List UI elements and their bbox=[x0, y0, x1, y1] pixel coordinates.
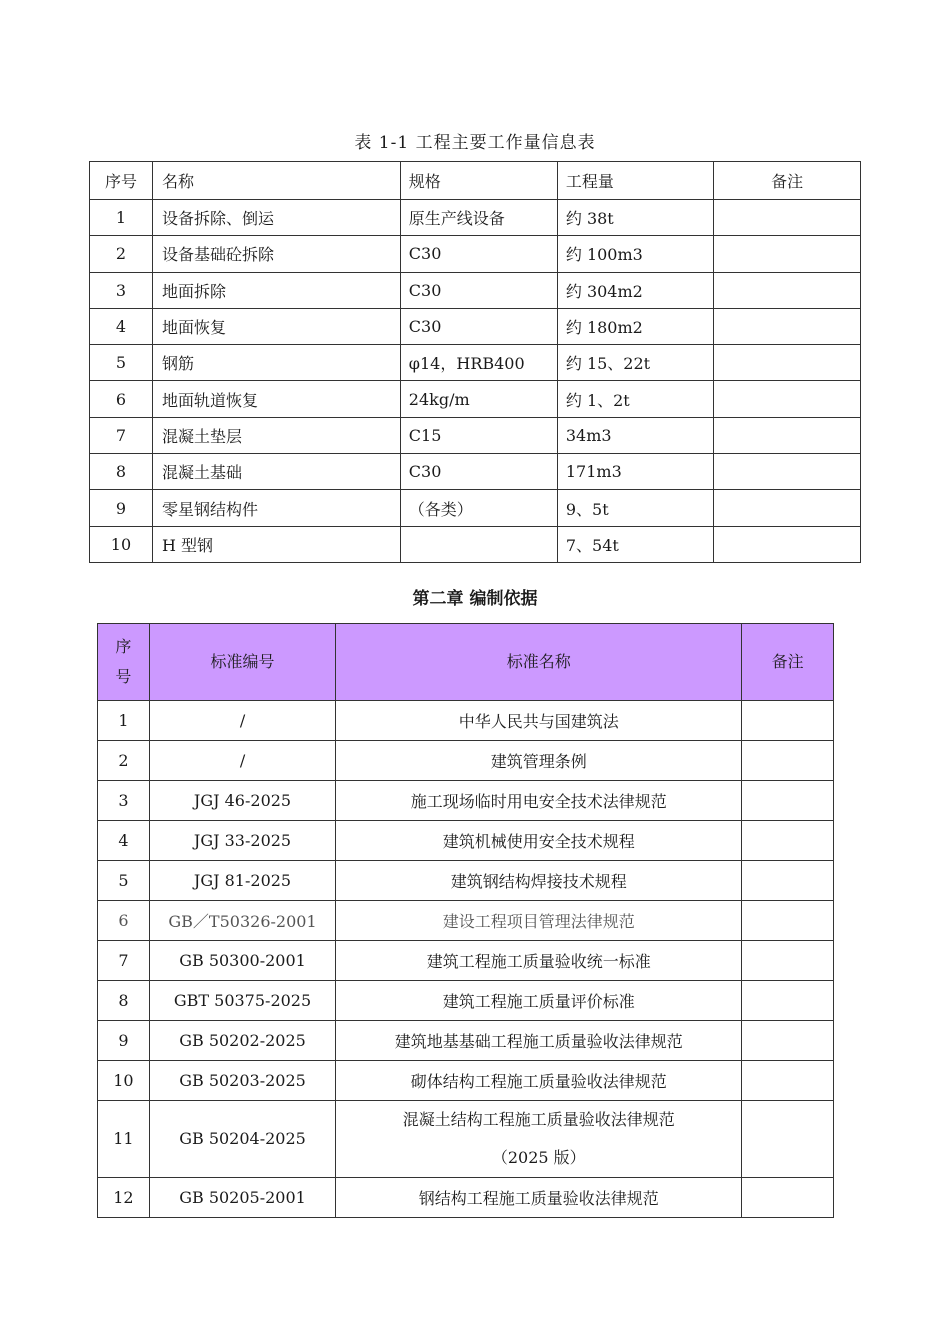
table-row bbox=[98, 1061, 834, 1101]
chapter-title: 第二章 编制依据 bbox=[412, 589, 538, 609]
header-no bbox=[98, 624, 150, 701]
table-row bbox=[98, 701, 834, 741]
table-row bbox=[90, 236, 861, 272]
cell-code: GB 50202-2025 bbox=[149, 1021, 335, 1061]
cell-name: 地面恢复 bbox=[152, 308, 400, 344]
cell-standard-name: 建筑钢结构焊接技术规程 bbox=[336, 861, 742, 901]
table-row bbox=[90, 345, 861, 381]
cell-no: 5 bbox=[98, 861, 150, 901]
cell-standard-name bbox=[336, 1101, 742, 1178]
header-no-line2: 号 bbox=[115, 667, 132, 686]
cell-note bbox=[714, 417, 861, 453]
cell-note bbox=[742, 1021, 834, 1061]
table-row bbox=[90, 308, 861, 344]
header-note: 备注 bbox=[742, 624, 834, 701]
cell-note bbox=[742, 701, 834, 741]
table-header-row bbox=[90, 162, 861, 200]
standards-table bbox=[97, 623, 834, 1218]
cell-no: 4 bbox=[98, 821, 150, 861]
cell-qty: 约 100m3 bbox=[557, 236, 713, 272]
cell-standard-name: 中华人民共与国建筑法 bbox=[336, 701, 742, 741]
cell-no: 7 bbox=[90, 417, 153, 453]
cell-name: 混凝土垫层 bbox=[152, 417, 400, 453]
table-row bbox=[98, 1021, 834, 1061]
cell-qty: 约 304m2 bbox=[557, 272, 713, 308]
cell-note bbox=[742, 1178, 834, 1218]
table-row bbox=[98, 981, 834, 1021]
cell-name: 设备基础砼拆除 bbox=[152, 236, 400, 272]
cell-note bbox=[714, 200, 861, 236]
cell-note bbox=[714, 381, 861, 417]
cell-no: 6 bbox=[90, 381, 153, 417]
table-row bbox=[98, 1101, 834, 1178]
table-row bbox=[90, 454, 861, 490]
table1-caption: 表 1-1 工程主要工作量信息表 bbox=[354, 133, 596, 153]
cell-name: 混凝土基础 bbox=[152, 454, 400, 490]
cell-code: GBT 50375-2025 bbox=[149, 981, 335, 1021]
table-row bbox=[90, 200, 861, 236]
cell-no: 6 bbox=[98, 901, 150, 941]
cell-note bbox=[742, 781, 834, 821]
table-row bbox=[98, 941, 834, 981]
cell-qty: 约 38t bbox=[557, 200, 713, 236]
cell-standard-name: 建筑地基基础工程施工质量验收法律规范 bbox=[336, 1021, 742, 1061]
cell-qty: 9、5t bbox=[557, 490, 713, 526]
cell-note bbox=[742, 741, 834, 781]
cell-code: / bbox=[149, 701, 335, 741]
cell-no: 2 bbox=[90, 236, 153, 272]
cell-standard-name: 砌体结构工程施工质量验收法律规范 bbox=[336, 1061, 742, 1101]
header-name: 名称 bbox=[152, 162, 400, 200]
cell-qty: 7、54t bbox=[557, 526, 713, 562]
cell-note bbox=[714, 345, 861, 381]
cell-no: 2 bbox=[98, 741, 150, 781]
cell-note bbox=[714, 236, 861, 272]
cell-name: 地面拆除 bbox=[152, 272, 400, 308]
cell-code: GB 50300-2001 bbox=[149, 941, 335, 981]
cell-spec bbox=[400, 526, 557, 562]
cell-note bbox=[742, 821, 834, 861]
cell-no: 10 bbox=[90, 526, 153, 562]
cell-no: 12 bbox=[98, 1178, 150, 1218]
cell-code: JGJ 46-2025 bbox=[149, 781, 335, 821]
cell-note bbox=[714, 454, 861, 490]
cell-standard-name-line1: 混凝土结构工程施工质量验收法律规范 bbox=[402, 1110, 675, 1129]
cell-spec: 原生产线设备 bbox=[400, 200, 557, 236]
cell-code: GB／T50326-2001 bbox=[149, 901, 335, 941]
cell-standard-name: 建筑工程施工质量验收统一标准 bbox=[336, 941, 742, 981]
cell-qty: 约 180m2 bbox=[557, 308, 713, 344]
cell-no: 4 bbox=[90, 308, 153, 344]
cell-standard-name: 建设工程项目管理法律规范 bbox=[336, 901, 742, 941]
cell-note bbox=[714, 490, 861, 526]
table-header-row bbox=[98, 624, 834, 701]
cell-spec: C15 bbox=[400, 417, 557, 453]
cell-spec: C30 bbox=[400, 454, 557, 490]
cell-no: 9 bbox=[98, 1021, 150, 1061]
cell-spec: （各类） bbox=[400, 490, 557, 526]
cell-qty: 34m3 bbox=[557, 417, 713, 453]
cell-standard-name: 钢结构工程施工质量验收法律规范 bbox=[336, 1178, 742, 1218]
header-standard-name: 标准名称 bbox=[336, 624, 742, 701]
table-row bbox=[98, 741, 834, 781]
table-row bbox=[90, 526, 861, 562]
table-row bbox=[90, 417, 861, 453]
cell-no: 8 bbox=[98, 981, 150, 1021]
cell-no: 10 bbox=[98, 1061, 150, 1101]
cell-name: 零星钢结构件 bbox=[152, 490, 400, 526]
cell-note bbox=[742, 901, 834, 941]
cell-spec: C30 bbox=[400, 308, 557, 344]
cell-standard-name: 建筑管理条例 bbox=[336, 741, 742, 781]
cell-no: 7 bbox=[98, 941, 150, 981]
cell-name: H 型钢 bbox=[152, 526, 400, 562]
cell-standard-name-line2: （2025 版） bbox=[491, 1148, 586, 1167]
cell-name: 设备拆除、倒运 bbox=[152, 200, 400, 236]
cell-note bbox=[714, 308, 861, 344]
cell-code: GB 50205-2001 bbox=[149, 1178, 335, 1218]
cell-no: 3 bbox=[98, 781, 150, 821]
header-code: 标准编号 bbox=[149, 624, 335, 701]
table-row bbox=[98, 861, 834, 901]
cell-note bbox=[742, 981, 834, 1021]
cell-note bbox=[742, 861, 834, 901]
header-note: 备注 bbox=[714, 162, 861, 200]
cell-note bbox=[742, 1101, 834, 1178]
cell-spec: 24kg/m bbox=[400, 381, 557, 417]
cell-spec: φ14，HRB400 bbox=[400, 345, 557, 381]
table-row bbox=[98, 901, 834, 941]
header-no-line1: 序 bbox=[115, 637, 132, 656]
table-row bbox=[90, 381, 861, 417]
cell-code: / bbox=[149, 741, 335, 781]
cell-no: 1 bbox=[98, 701, 150, 741]
table-row bbox=[98, 1178, 834, 1218]
cell-no: 9 bbox=[90, 490, 153, 526]
cell-no: 8 bbox=[90, 454, 153, 490]
header-no: 序号 bbox=[90, 162, 153, 200]
cell-note bbox=[742, 1061, 834, 1101]
header-spec: 规格 bbox=[400, 162, 557, 200]
table-row bbox=[98, 781, 834, 821]
cell-standard-name: 建筑机械使用安全技术规程 bbox=[336, 821, 742, 861]
table-row bbox=[90, 272, 861, 308]
workload-table bbox=[89, 161, 861, 563]
cell-standard-name: 建筑工程施工质量评价标准 bbox=[336, 981, 742, 1021]
cell-standard-name: 施工现场临时用电安全技术法律规范 bbox=[336, 781, 742, 821]
cell-note bbox=[714, 272, 861, 308]
header-qty: 工程量 bbox=[557, 162, 713, 200]
table-row bbox=[90, 490, 861, 526]
cell-no: 5 bbox=[90, 345, 153, 381]
cell-spec: C30 bbox=[400, 272, 557, 308]
cell-no: 1 bbox=[90, 200, 153, 236]
cell-qty: 约 15、22t bbox=[557, 345, 713, 381]
cell-name: 钢筋 bbox=[152, 345, 400, 381]
cell-code: JGJ 33-2025 bbox=[149, 821, 335, 861]
cell-note bbox=[714, 526, 861, 562]
cell-code: JGJ 81-2025 bbox=[149, 861, 335, 901]
table-row bbox=[98, 821, 834, 861]
cell-qty: 约 1、2t bbox=[557, 381, 713, 417]
cell-no: 3 bbox=[90, 272, 153, 308]
cell-code: GB 50203-2025 bbox=[149, 1061, 335, 1101]
cell-note bbox=[742, 941, 834, 981]
cell-code: GB 50204-2025 bbox=[149, 1101, 335, 1178]
cell-spec: C30 bbox=[400, 236, 557, 272]
cell-name: 地面轨道恢复 bbox=[152, 381, 400, 417]
cell-qty: 171m3 bbox=[557, 454, 713, 490]
cell-no: 11 bbox=[98, 1101, 150, 1178]
